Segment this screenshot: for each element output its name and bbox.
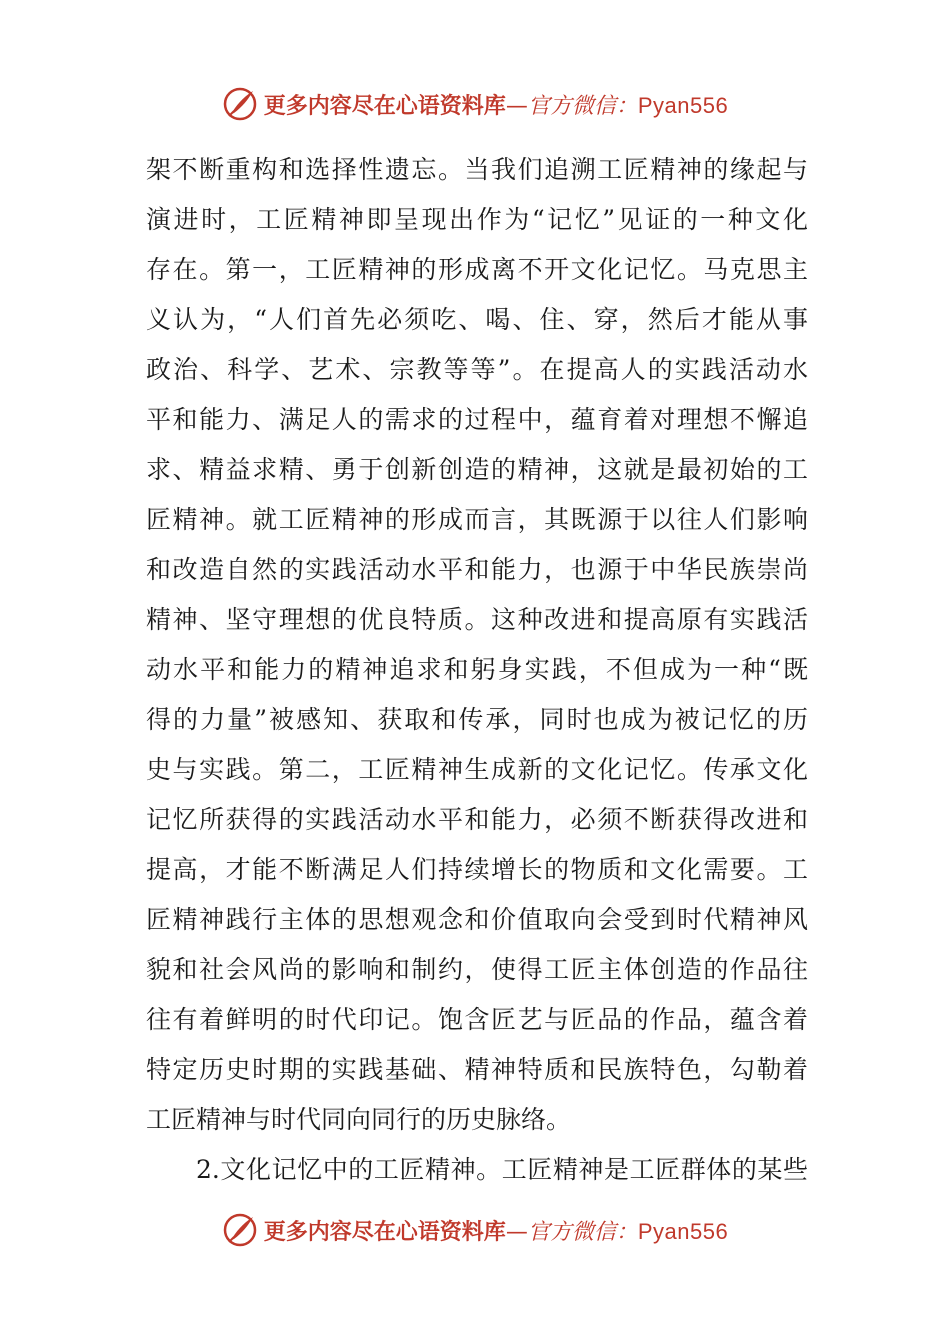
site-name: 更多内容尽在心语资料库 <box>263 93 506 119</box>
header-banner <box>0 82 950 126</box>
body-line: 记忆所获得的实践活动水平和能力，必须不断获得改进和 <box>146 805 808 834</box>
paragraph-last-line: 工匠精神与时代同向同行的历史脉络。 <box>146 1105 572 1134</box>
body-line: 平和能力、满足人的需求的过程中，蕴育着对理想不懈追 <box>146 405 808 434</box>
body-line: 匠精神。就工匠精神的形成而言，其既源于以往人们影响 <box>146 505 808 534</box>
body-line: 提高，才能不断满足人们持续增长的物质和文化需要。工 <box>146 855 808 884</box>
body-line: 往有着鲜明的时代印记。饱含匠艺与匠品的作品，蕴含着 <box>146 1005 808 1034</box>
body-line: 貌和社会风尚的影响和制约，使得工匠主体创造的作品往 <box>146 955 808 984</box>
quill-logo-icon <box>222 1212 258 1248</box>
body-line: 存在。第一，工匠精神的形成离不开文化记忆。马克思主 <box>146 255 808 284</box>
body-line: 史与实践。第二，工匠精神生成新的文化记忆。传承文化 <box>146 755 808 784</box>
wechat-label: 官方微信： <box>527 93 638 119</box>
wechat-id: Pyan556 <box>637 92 729 118</box>
body-line: 和改造自然的实践活动水平和能力，也源于中华民族崇尚 <box>146 555 808 584</box>
body-line: 求、精益求精、勇于创新创造的精神，这就是最初始的工 <box>146 455 808 484</box>
body-line: 架不断重构和选择性遗忘。当我们追溯工匠精神的缘起与 <box>146 155 808 184</box>
body-line: 精神、坚守理想的优良特质。这种改进和提高原有实践活 <box>146 605 808 634</box>
footer-banner-text <box>264 1215 728 1246</box>
body-line: 义认为，“人们首先必须吃、喝、住、穿，然后才能从事 <box>146 305 808 334</box>
quill-logo-icon <box>222 86 258 122</box>
wechat-id: Pyan556 <box>637 1218 729 1244</box>
body-line: 匠精神践行主体的思想观念和价值取向会受到时代精神风 <box>146 905 808 934</box>
banner-separator: — <box>505 1219 528 1245</box>
body-line: 得的力量”被感知、获取和传承，同时也成为被记忆的历 <box>146 705 808 734</box>
body-line: 演进时，工匠精神即呈现出作为“记忆”见证的一种文化 <box>146 205 808 234</box>
section-heading-line: 2.文化记忆中的工匠精神。工匠精神是工匠群体的某些 <box>196 1155 808 1184</box>
header-banner-text <box>264 89 728 120</box>
body-line: 政治、科学、艺术、宗教等等”。在提高人的实践活动水 <box>146 355 808 384</box>
banner-separator: — <box>505 93 528 119</box>
wechat-label: 官方微信： <box>527 1219 638 1245</box>
body-line: 特定历史时期的实践基础、精神特质和民族特色，勾勒着 <box>146 1055 808 1084</box>
site-name: 更多内容尽在心语资料库 <box>263 1219 506 1245</box>
document-body <box>146 145 808 1195</box>
body-line: 动水平和能力的精神追求和躬身实践，不但成为一种“既 <box>146 655 808 684</box>
footer-banner <box>0 1208 950 1252</box>
